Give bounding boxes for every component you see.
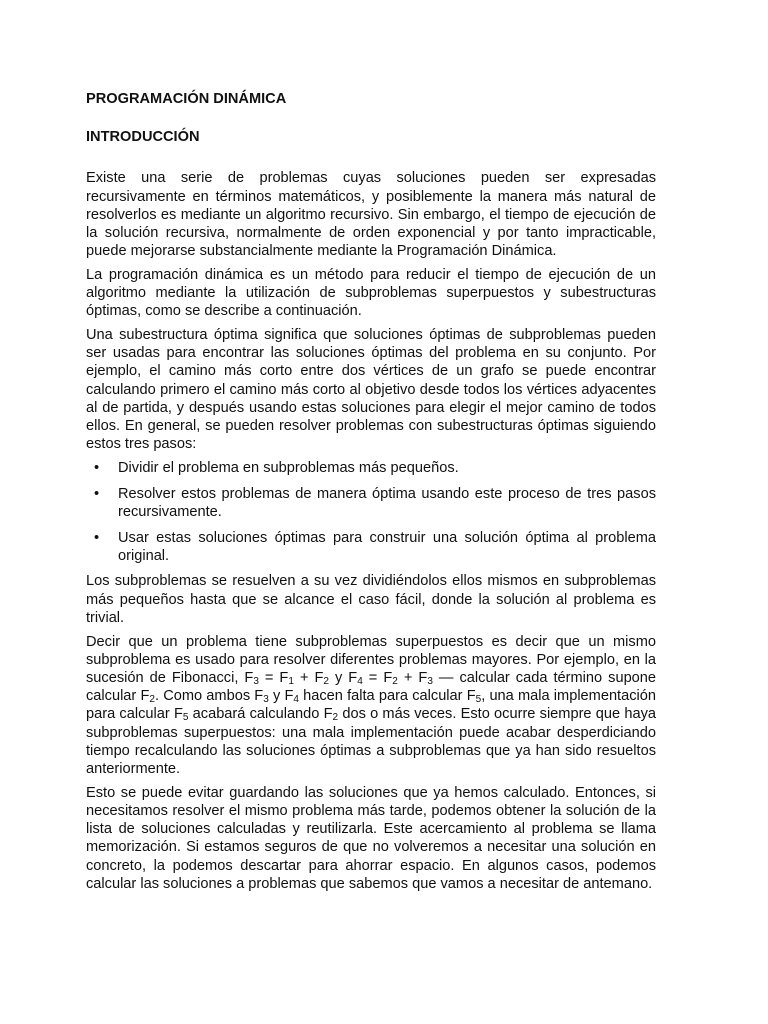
text-run: + F xyxy=(397,669,428,686)
subscript: 5 xyxy=(182,712,189,724)
bullet-icon: • xyxy=(94,459,100,476)
paragraph-overlapping-subproblems xyxy=(86,633,656,779)
list-item xyxy=(86,459,656,477)
text-run: = F xyxy=(362,669,393,686)
list-item xyxy=(86,485,656,521)
text-run: Decir que un problema tiene subproblemas superpuestos es decir que un mismo subproblema es usado para resolver diferentes problemas mayores. Por ejemplo, en la sucesión de Fibonacci, F xyxy=(86,633,656,686)
paragraph-definition: La programación dinámica es un método para reducir el tiempo de ejecución de un algoritmo mediante la utilización de subproblemas superpuestos y subestructuras óptimas, como se describe a continuación. xyxy=(86,266,656,320)
paragraph-memoization: Esto se puede evitar guardando las soluciones que ya hemos calculado. Entonces, si necesitamos resolver el mismo problema más tarde, podemos obtener la solución de la lista de soluciones calculadas y reutilizarla. Este acercamiento al problema se llama memorización. Si estamos seguros de que no volveremos a necesitar una solución en concreto, la podemos descartar para ahorrar espacio. En algunos casos, podemos calcular las soluciones a problemas que sabemos que vamos a necesitar de antemano. xyxy=(86,784,656,892)
list-item-text: Resolver estos problemas de manera óptima usando este proceso de tres pasos recursivamente. xyxy=(118,485,656,520)
text-run: — calcular cada término supone calcular F xyxy=(86,669,657,705)
subscript: 2 xyxy=(332,712,339,724)
subscript: 5 xyxy=(475,694,482,706)
text-run: + F xyxy=(293,669,324,686)
text-run: , una mala implementación para calcular F xyxy=(86,688,657,723)
subscript: 4 xyxy=(293,694,299,706)
bullet-icon: • xyxy=(94,529,100,546)
subscript: 3 xyxy=(263,694,269,706)
subscript: 2 xyxy=(392,675,398,687)
subscript: 3 xyxy=(253,675,259,687)
page-title: PROGRAMACIÓN DINÁMICA xyxy=(86,91,287,107)
list-item xyxy=(86,529,656,565)
subscript: 3 xyxy=(427,675,433,687)
bullet-icon: • xyxy=(94,485,100,502)
paragraph-optimal-substructure: Una subestructura óptima significa que soluciones óptimas de subproblemas pueden ser usadas para encontrar las soluciones óptimas del problema en su conjunto. Por ejemplo, el camino más corto entre dos vértices de un grafo se puede encontrar calculando primero el camino más corto al objetivo desde todos los vértices adyacentes al de partida, y después usando estas soluciones para elegir el mejor camino de todos ellos. En general, se pueden resolver problemas con subestructuras óptimas siguiendo estos tres pasos: xyxy=(86,327,656,453)
list-item-text: Usar estas soluciones óptimas para construir una solución óptima al problema original. xyxy=(118,529,656,564)
text-run: hacen falta para calcular F xyxy=(298,688,476,705)
subscript: 2 xyxy=(323,675,329,687)
subscript: 4 xyxy=(357,675,363,687)
subscript: 1 xyxy=(288,675,294,687)
document-page xyxy=(86,90,656,898)
steps-list xyxy=(86,459,656,565)
text-run: y F xyxy=(328,669,358,686)
list-item-text: Dividir el problema en subproblemas más pequeños. xyxy=(118,459,459,476)
text-run: . Como ambos F xyxy=(154,688,264,705)
text-run: dos o más veces. Esto ocurre siempre que haya subproblemas superpuestos: una mala implementación puede acabar desperdiciando tiempo recalculando las soluciones óptimas a subproblemas que ya han sido resueltos anteriormente. xyxy=(86,706,656,777)
subscript: 2 xyxy=(149,694,155,706)
text-run: y F xyxy=(268,688,294,705)
paragraph-intro: Existe una serie de problemas cuyas soluciones pueden ser expresadas recursivamente en términos matemáticos, y posiblemente la manera más natural de resolverlos es mediante un algoritmo recursivo. Sin embargo, el tiempo de ejecución de la solución recursiva, normalmente de orden exponencial y por tanto impracticable, puede mejorarse substancialmente mediante la Programación Dinámica. xyxy=(86,170,656,260)
text-run: acabará calculando F xyxy=(188,706,333,723)
section-heading: INTRODUCCIÓN xyxy=(86,129,200,146)
paragraph-subproblems: Los subproblemas se resuelven a su vez dividiéndolos ellos mismos en subproblemas más pequeños hasta que se alcance el caso fácil, donde la solución al problema es trivial. xyxy=(86,573,656,626)
text-run: = F xyxy=(258,669,289,686)
